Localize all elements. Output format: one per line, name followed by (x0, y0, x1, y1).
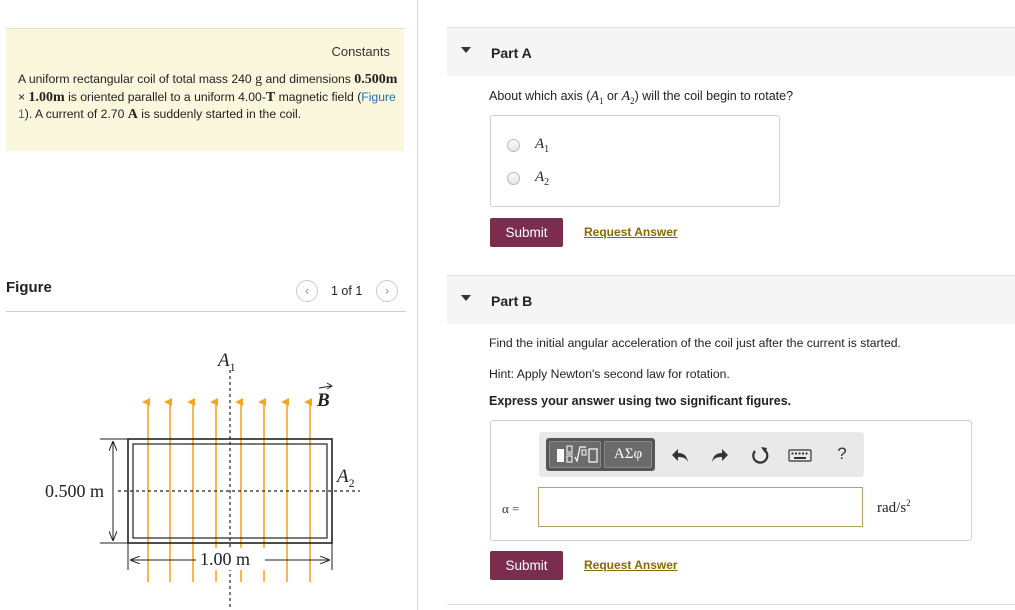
part-a-header[interactable] (447, 27, 1015, 76)
unit-label: rad/$s^2$ (877, 498, 911, 516)
part-b-hint: Hint: Apply Newton's second law for rotation. (489, 367, 730, 381)
times-sign: × (18, 89, 29, 104)
option-label: $A_2$ (535, 169, 550, 188)
dimension-width: 1.00m (28, 89, 65, 105)
label-a2: $A_2$ (337, 466, 355, 490)
reset-icon[interactable] (749, 444, 771, 466)
chevron-left-icon: ‹ (304, 283, 310, 298)
keyboard-icon[interactable] (787, 444, 809, 466)
part-a-question (489, 89, 793, 106)
problem-text-part: is oriented parallel to a uniform 4.00- (64, 89, 266, 104)
answer-editor (490, 420, 972, 541)
problem-text-part: A uniform rectangular coil of total mass 240 (18, 72, 256, 86)
radio-button[interactable] (507, 172, 520, 185)
radio-button[interactable] (507, 139, 520, 152)
part-b-question: Find the initial angular acceleration of the coil just after the current is started. (489, 336, 901, 350)
part-a-submit-button[interactable]: Submit (490, 218, 563, 247)
problem-text-part: is suddenly started in the coil. (137, 107, 302, 121)
greek-symbols-button[interactable]: ΑΣφ (604, 441, 652, 468)
divider (447, 604, 1015, 605)
answer-options (490, 115, 780, 207)
templates-icon (550, 442, 602, 469)
question-text: ) will the coil begin to rotate? (634, 89, 794, 103)
part-b-header[interactable] (447, 275, 1015, 324)
problem-text (18, 71, 398, 124)
figure-reference-link[interactable]: Figure 1 (18, 89, 396, 121)
field-unit: T (265, 89, 276, 105)
height-label: 0.500 m (45, 481, 105, 501)
problem-text-part: magnetic field ( (275, 89, 362, 104)
undo-icon[interactable] (669, 444, 691, 466)
constants-link[interactable]: Constants (331, 44, 390, 59)
collapse-triangle-icon (461, 47, 471, 53)
question-text: or (603, 89, 622, 103)
answer-input[interactable] (538, 487, 863, 527)
figure-title: Figure (6, 279, 52, 296)
option-label: $A_1$ (535, 136, 550, 155)
left-panel (0, 0, 418, 610)
right-panel (447, 0, 1015, 610)
question-text: About which axis ( (489, 89, 591, 103)
chevron-right-icon: › (384, 283, 390, 298)
toolbar-group (546, 438, 655, 471)
problem-text-part: and dimensions (262, 72, 355, 86)
templates-button[interactable] (549, 441, 601, 468)
mass-unit: g (255, 72, 263, 87)
figure-pagination (294, 280, 406, 302)
next-figure-button[interactable] (376, 280, 398, 302)
coil-figure (0, 312, 418, 610)
width-label: 1.00 m (200, 549, 251, 569)
dimension-height: 0.500m (354, 72, 398, 87)
page-indicator: 1 of 1 (331, 284, 363, 298)
previous-figure-button[interactable] (296, 280, 318, 302)
current-unit: A (127, 107, 138, 122)
collapse-triangle-icon (461, 295, 471, 301)
axis-a1-symbol: $A_1$ (590, 89, 604, 106)
problem-text-part: ). A current of 2.70 (24, 107, 128, 121)
variable-label: α = (502, 501, 520, 516)
problem-statement-box (6, 28, 404, 151)
part-a-title: Part A (491, 45, 532, 61)
part-b-instruction: Express your answer using two significant figures. (489, 394, 792, 408)
part-b-request-answer-link[interactable]: Request Answer (584, 558, 678, 572)
part-b-title: Part B (491, 293, 533, 309)
math-toolbar (539, 432, 864, 477)
part-a-request-answer-link[interactable]: Request Answer (584, 225, 678, 239)
label-b: B (317, 390, 330, 411)
part-b-submit-button[interactable]: Submit (490, 551, 563, 580)
axis-a2-symbol: $A_2$ (621, 89, 635, 106)
help-button[interactable]: ? (837, 444, 847, 463)
redo-icon[interactable] (709, 444, 731, 466)
label-a1: $A_1$ (218, 350, 236, 374)
